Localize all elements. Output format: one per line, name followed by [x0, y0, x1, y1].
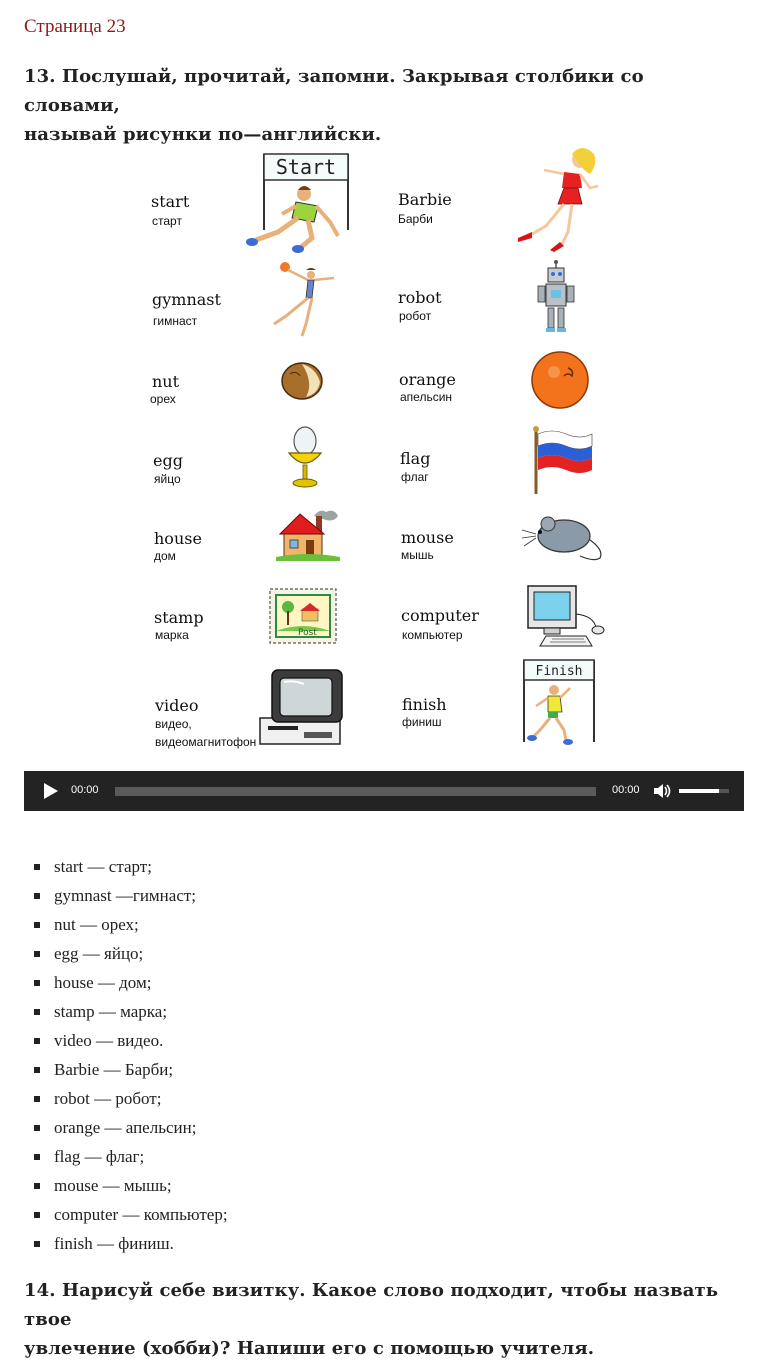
list-item-text: robot — робот;	[54, 1089, 162, 1108]
task-13-line-1: 13. Послушай, прочитай, запомни. Закрывая столбики со словами,	[24, 66, 644, 116]
bullet-icon	[34, 1183, 40, 1189]
task-13-heading	[24, 62, 744, 149]
nut-icon	[280, 360, 325, 402]
list-item-text: start — старт;	[54, 857, 152, 876]
volume-icon[interactable]	[652, 782, 672, 800]
task-13-line-2: называй рисунки по—английски.	[24, 124, 382, 145]
word-gymnast: gymnast	[152, 290, 221, 309]
list-item	[54, 886, 196, 906]
list-item-text: flag — флаг;	[54, 1147, 145, 1166]
list-item-text: stamp — марка;	[54, 1002, 168, 1021]
finish-banner-text: Finish	[535, 664, 583, 679]
robot-icon	[536, 260, 578, 334]
list-item	[54, 1234, 174, 1254]
list-item	[54, 1118, 196, 1138]
bullet-icon	[34, 951, 40, 957]
audio-player	[24, 771, 744, 811]
translation-video: видео,	[155, 717, 192, 731]
list-item-text: finish — финиш.	[54, 1234, 174, 1253]
bullet-icon	[34, 980, 40, 986]
word-stamp: stamp	[154, 608, 204, 627]
list-item	[54, 1060, 173, 1080]
bullet-icon	[34, 1212, 40, 1218]
bullet-icon	[34, 893, 40, 899]
word-barbie: Barbie	[398, 190, 452, 209]
translation-stamp: марка	[155, 628, 189, 642]
word-mouse: mouse	[401, 528, 454, 547]
video-player-icon	[256, 668, 346, 750]
orange-icon	[530, 350, 590, 410]
play-icon[interactable]	[40, 781, 60, 801]
word-robot: robot	[398, 288, 442, 307]
house-icon	[276, 502, 340, 562]
bullet-icon	[34, 1009, 40, 1015]
list-item	[54, 1205, 228, 1225]
task-14-line-2: увлечение (хобби)? Напиши его с помощью учителя.	[24, 1338, 595, 1359]
word-house: house	[154, 529, 202, 548]
list-item	[54, 1031, 163, 1051]
translation-video-2: видеомагнитофон	[155, 735, 257, 749]
bullet-icon	[34, 1154, 40, 1160]
bullet-icon	[34, 1038, 40, 1044]
list-item-text: computer — компьютер;	[54, 1205, 228, 1224]
word-video: video	[155, 696, 199, 715]
bullet-icon	[34, 1067, 40, 1073]
task-14-line-1: 14. Нарисуй себе визитку. Какое слово подходит, чтобы назвать твое	[24, 1280, 719, 1330]
list-item-text: Barbie — Барби;	[54, 1060, 174, 1079]
stamp-icon	[268, 587, 338, 645]
word-start: start	[151, 192, 190, 211]
gymnast-icon	[268, 260, 340, 340]
list-item	[54, 1089, 161, 1109]
bullet-icon	[34, 864, 40, 870]
translation-orange: апельсин	[400, 390, 453, 404]
page-number-label: Страница 23	[24, 16, 126, 37]
egg-cup-icon	[285, 425, 325, 493]
translation-nut: орех	[150, 392, 176, 406]
word-finish: finish	[402, 695, 447, 714]
translation-gymnast: гимнаст	[153, 314, 198, 328]
stamp-text: Post	[298, 628, 317, 638]
list-item-text: orange — апельсин;	[54, 1118, 197, 1137]
progress-rail[interactable]	[115, 787, 596, 796]
barbie-icon	[502, 146, 607, 254]
list-item	[54, 1176, 172, 1196]
translation-finish: финиш	[402, 715, 442, 729]
computer-icon	[524, 584, 608, 650]
list-item	[54, 944, 143, 964]
volume-slider[interactable]	[679, 789, 729, 793]
list-item	[54, 915, 139, 935]
start-banner-text: Start	[275, 155, 337, 179]
list-item-text: mouse — мышь;	[54, 1176, 172, 1195]
bullet-icon	[34, 922, 40, 928]
list-item	[54, 857, 152, 877]
word-computer: computer	[401, 606, 479, 625]
current-time: 00:00	[71, 784, 99, 796]
vocabulary-illustration	[140, 140, 620, 760]
translation-house: дом	[154, 549, 176, 563]
start-runner-icon	[240, 150, 355, 255]
word-egg: egg	[153, 451, 183, 470]
list-item	[54, 1002, 167, 1022]
duration-time: 00:00	[612, 784, 640, 796]
list-item-text: nut — орех;	[54, 915, 139, 934]
flag-icon	[532, 426, 594, 496]
list-item	[54, 1147, 144, 1167]
bullet-icon	[34, 1241, 40, 1247]
translation-mouse: мышь	[401, 548, 434, 562]
word-flag: flag	[400, 449, 431, 468]
list-item-text: video — видео.	[54, 1031, 164, 1050]
list-item-text: house — дом;	[54, 973, 152, 992]
translation-start: старт	[152, 214, 182, 228]
volume-level	[679, 789, 719, 793]
translation-robot: робот	[399, 309, 432, 323]
word-orange: orange	[399, 370, 456, 389]
word-nut: nut	[152, 372, 180, 391]
translation-flag: флаг	[401, 470, 429, 484]
translation-barbie: Барби	[398, 212, 433, 226]
mouse-icon	[520, 512, 608, 562]
translation-egg: яйцо	[154, 472, 181, 486]
bullet-icon	[34, 1125, 40, 1131]
list-item-text: gymnast —гимнаст;	[54, 886, 197, 905]
list-item-text: egg — яйцо;	[54, 944, 144, 963]
bullet-icon	[34, 1096, 40, 1102]
task-14-heading	[24, 1276, 744, 1363]
finish-runner-icon	[520, 658, 598, 750]
translation-computer: компьютер	[402, 628, 463, 642]
list-item	[54, 973, 151, 993]
